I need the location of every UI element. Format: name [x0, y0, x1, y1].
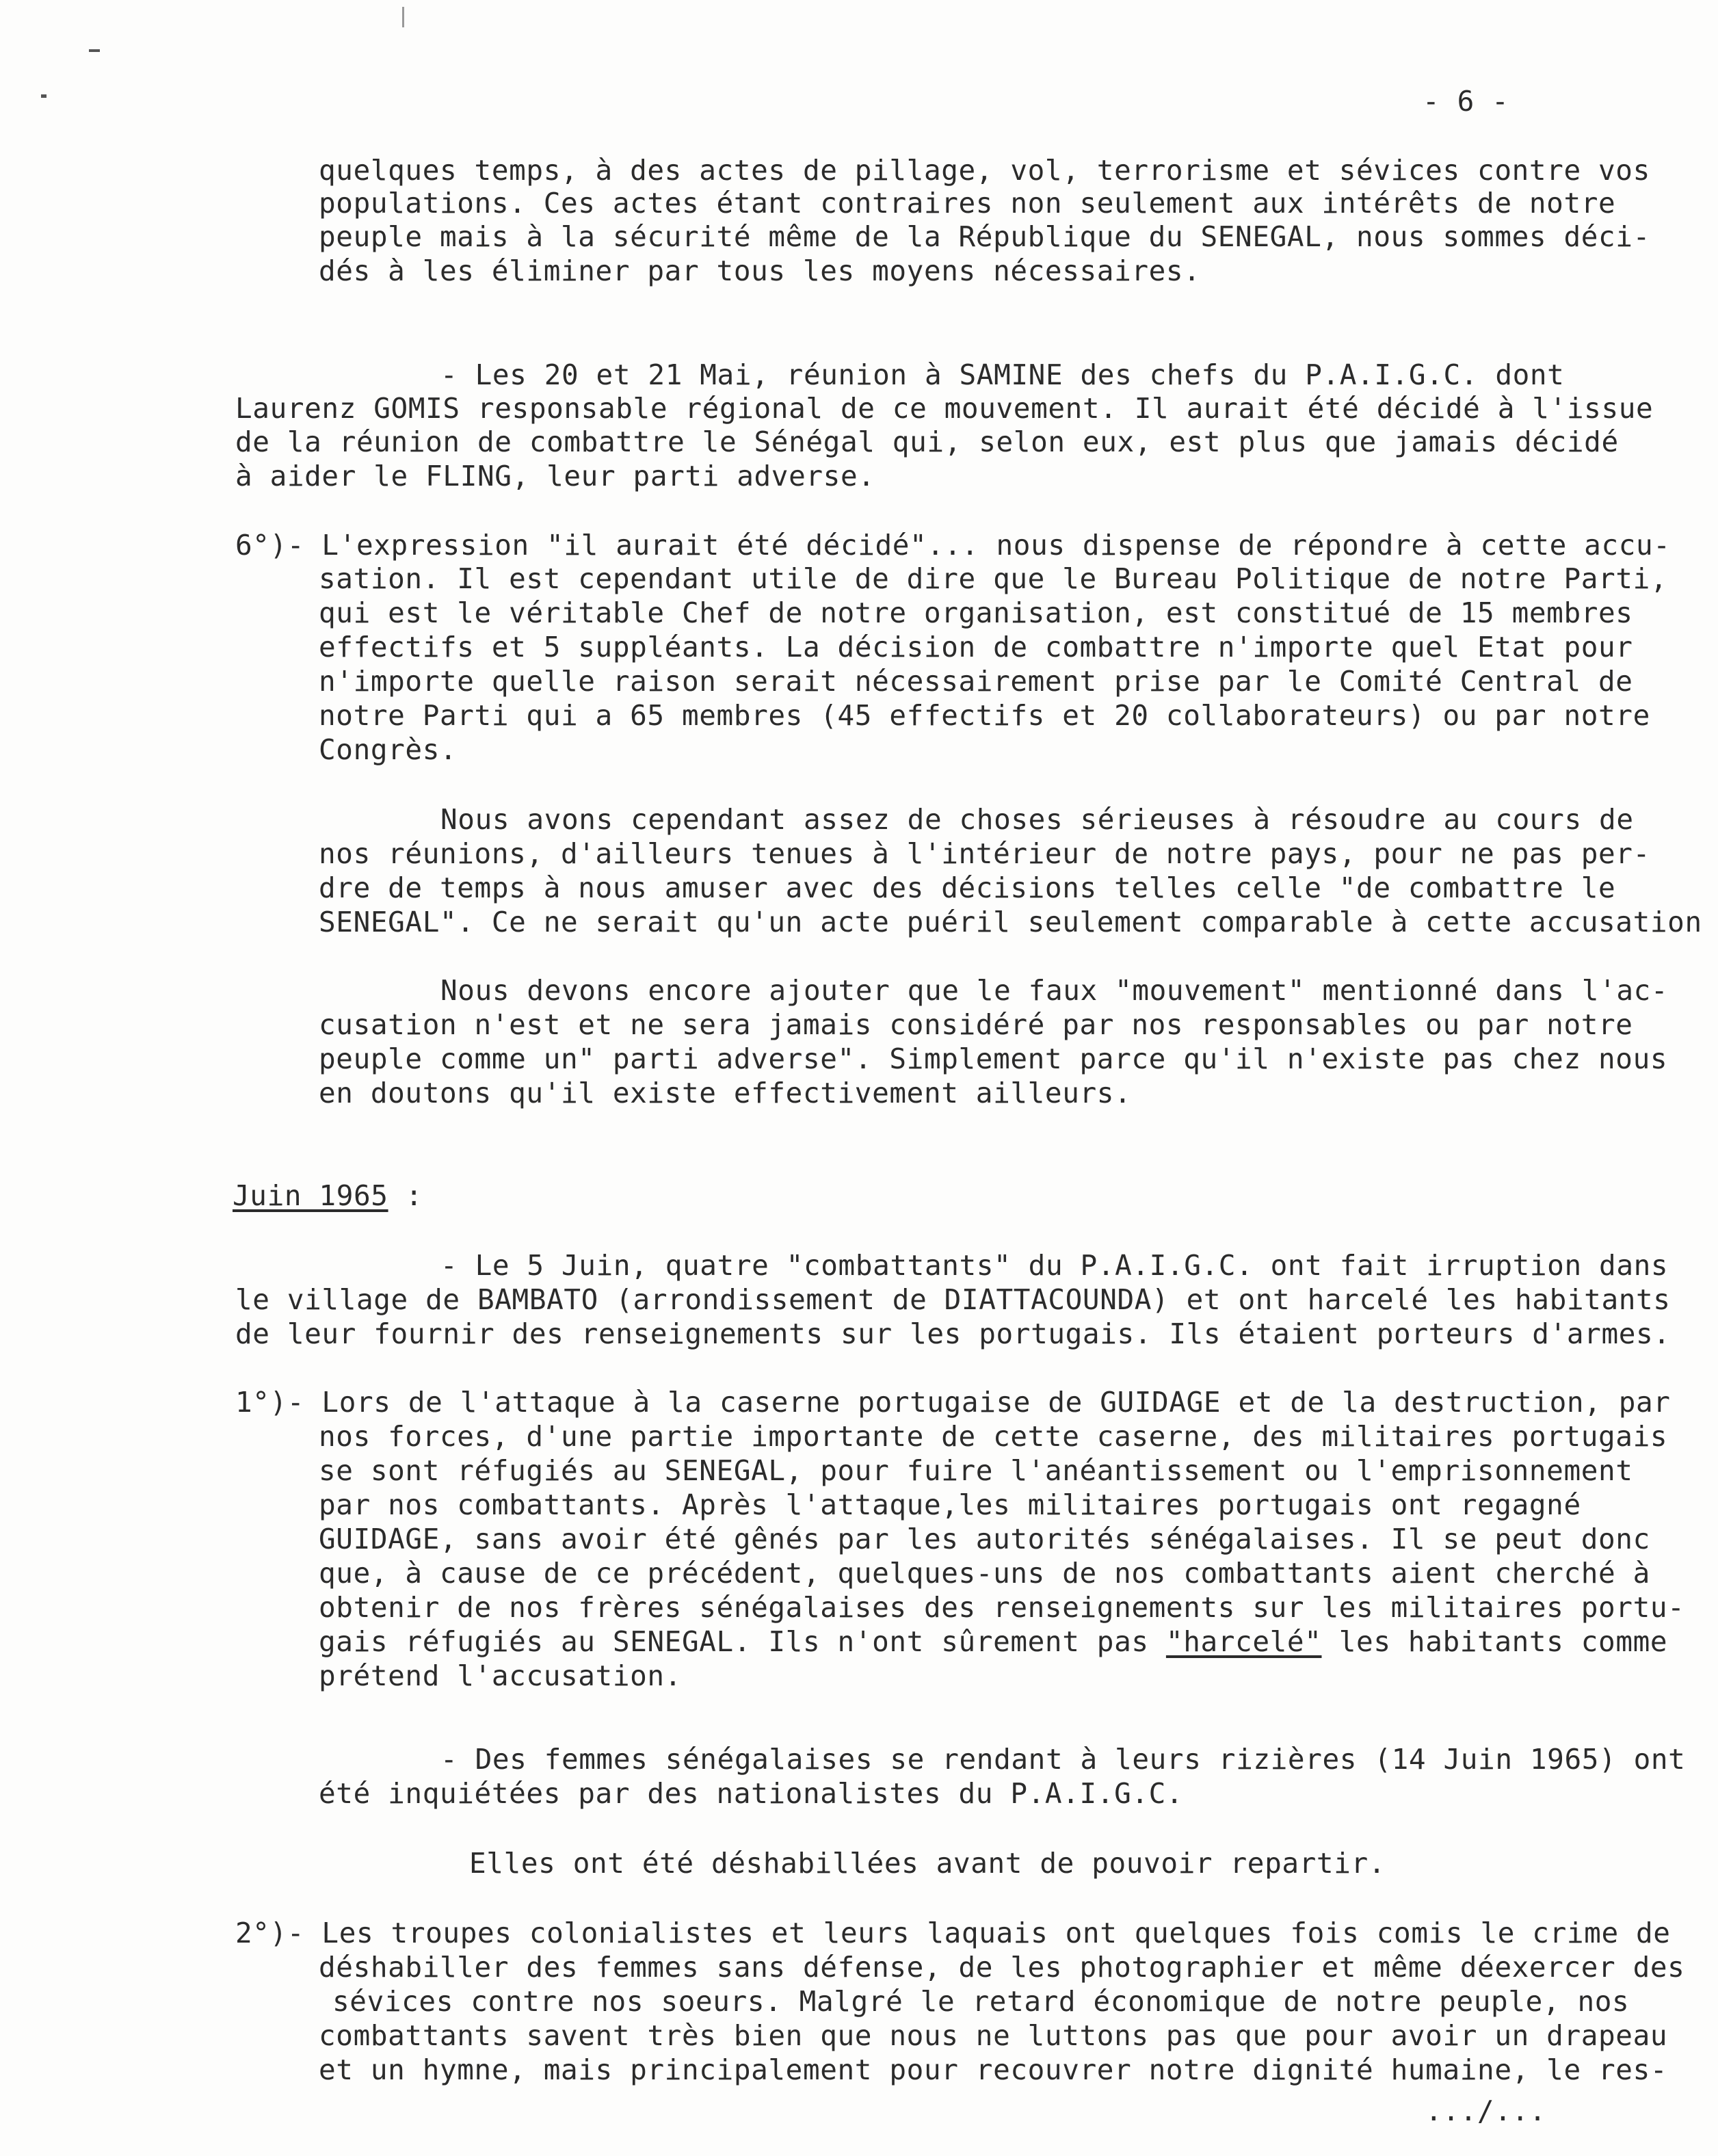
reply-1-line	[319, 1625, 1667, 1658]
accusation-june14-line: - Des femmes sénégalaises se rendant à leurs rizières (14 Juin 1965) ont	[440, 1743, 1686, 1776]
reply-6-line: 6°)- L'expression "il aurait été décidé"... nous dispense de répondre à cette accu-	[235, 529, 1671, 562]
reply-6-line: n'importe quelle raison serait nécessairement prise par le Comité Central de	[319, 665, 1633, 698]
reply-6-line: qui est le véritable Chef de notre organisation, est constitué de 15 membres	[319, 596, 1633, 629]
reply-2-line: 2°)- Les troupes colonialistes et leurs laquais ont quelques fois comis le crime de	[235, 1917, 1671, 1949]
stray-mark	[89, 49, 100, 52]
reply-1-line: GUIDAGE, sans avoir été gênés par les autorités sénégalaises. Il se peut donc	[319, 1523, 1650, 1555]
movement-line: Nous devons encore ajouter que le faux "mouvement" mentionné dans l'ac-	[440, 974, 1669, 1007]
accusation-may-line: Laurenz GOMIS responsable régional de ce mouvement. Il aurait été décidé à l'issue	[235, 392, 1654, 425]
reply-1-line: obtenir de nos frères sénégalaises des renseignements sur les militaires portu-	[319, 1591, 1685, 1624]
reply-6-line: sation. Il est cependant utile de dire que le Bureau Politique de notre Parti,	[319, 562, 1668, 595]
reply-1-line-start: gais réfugiés au SENEGAL. Ils n'ont sûrement pas	[319, 1625, 1166, 1658]
accusation-june5-line: de leur fournir des renseignements sur les portugais. Ils étaient porteurs d'armes.	[235, 1317, 1671, 1350]
reply-2-line: déshabiller des femmes sans défense, de les photographier et même déexercer des	[319, 1951, 1685, 1984]
serious-line: Nous avons cependant assez de choses sérieuses à résoudre au cours de	[440, 803, 1634, 836]
movement-line: peuple comme un" parti adverse". Simplement parce qu'il n'existe pas chez nous	[319, 1042, 1668, 1075]
movement-line: en doutons qu'il existe effectivement ailleurs.	[319, 1077, 1132, 1109]
stray-mark	[41, 94, 47, 98]
accusation-may-line: - Les 20 et 21 Mai, réunion à SAMINE des chefs du P.A.I.G.C. dont	[440, 358, 1565, 391]
reply-2-line: sévices contre nos soeurs. Malgré le retard économique de notre peuple, nos	[332, 1985, 1630, 2018]
underlined-word: "harcelé"	[1165, 1625, 1322, 1658]
reply-1-line: nos forces, d'une partie importante de cette caserne, des militaires portugais	[319, 1420, 1668, 1453]
accusation-june14-line: été inquiétées par des nationalistes du P.A.I.G.C.	[319, 1777, 1184, 1810]
section-heading-text: Juin 1965	[233, 1179, 388, 1212]
intro-line: populations. Ces actes étant contraires non seulement aux intérêts de notre	[319, 187, 1616, 220]
reply-2-line: combattants savent très bien que nous ne luttons pas que pour avoir un drapeau	[319, 2019, 1668, 2052]
reply-1-line: par nos combattants. Après l'attaque,les militaires portugais ont regagné	[319, 1488, 1581, 1521]
continuation-mark: .../...	[1425, 2094, 1546, 2127]
accusation-june14-line: Elles ont été déshabillées avant de pouvoir repartir.	[469, 1847, 1386, 1880]
reply-6-line: notre Parti qui a 65 membres (45 effectifs et 20 collaborateurs) ou par notre	[319, 699, 1650, 732]
reply-2-line: et un hymne, mais principalement pour recouvrer notre dignité humaine, le res-	[319, 2053, 1668, 2086]
reply-6-line: Congrès.	[319, 733, 458, 766]
reply-1-line: 1°)- Lors de l'attaque à la caserne portugaise de GUIDAGE et de la destruction, par	[235, 1386, 1671, 1419]
accusation-june5-line: le village de BAMBATO (arrondissement de DIATTACOUNDA) et ont harcelé les habitants	[235, 1283, 1671, 1316]
reply-1-line: que, à cause de ce précédent, quelques-uns de nos combattants aient cherché à	[319, 1557, 1650, 1590]
reply-1-line: se sont réfugiés au SENEGAL, pour fuire l'anéantissement ou l'emprisonnement	[319, 1454, 1633, 1487]
reply-1-line-end: les habitants comme	[1321, 1625, 1668, 1658]
section-heading	[233, 1179, 423, 1212]
reply-1-line: prétend l'accusation.	[319, 1659, 682, 1692]
intro-line: dés à les éliminer par tous les moyens nécessaires.	[319, 254, 1201, 287]
movement-line: cusation n'est et ne sera jamais considéré par nos responsables ou par notre	[319, 1008, 1633, 1041]
accusation-june5-line: - Le 5 Juin, quatre "combattants" du P.A.I.G.C. ont fait irruption dans	[440, 1249, 1669, 1282]
serious-line: dre de temps à nous amuser avec des décisions telles celle "de combattre le	[319, 871, 1616, 904]
intro-line: peuple mais à la sécurité même de la République du SENEGAL, nous sommes déci-	[319, 220, 1650, 253]
section-heading-colon: :	[388, 1179, 423, 1212]
intro-line: quelques temps, à des actes de pillage, vol, terrorisme et sévices contre vos	[319, 154, 1650, 187]
reply-6-line: effectifs et 5 suppléants. La décision de combattre n'importe quel Etat pour	[319, 631, 1633, 663]
stray-mark	[402, 7, 404, 27]
serious-line: SENEGAL". Ce ne serait qu'un acte puéril seulement comparable à cette accusation	[319, 906, 1702, 938]
serious-line: nos réunions, d'ailleurs tenues à l'intérieur de notre pays, pour ne pas per-	[319, 837, 1650, 870]
page-number: - 6 -	[1423, 85, 1509, 118]
accusation-may-line: à aider le FLING, leur parti adverse.	[235, 460, 875, 492]
accusation-may-line: de la réunion de combattre le Sénégal qui, selon eux, est plus que jamais décidé	[235, 425, 1619, 458]
